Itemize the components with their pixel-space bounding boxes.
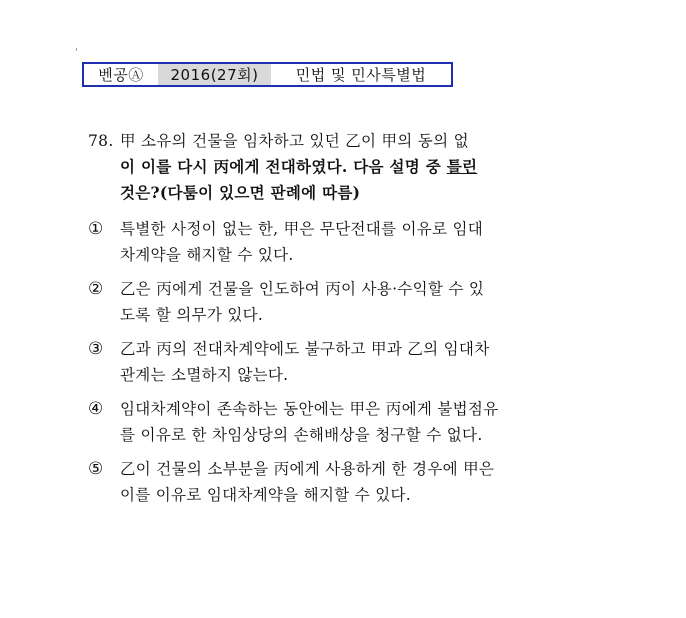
option-4-line-1: 임대차계약이 존속하는 동안에는 甲은 丙에게 불법점유 bbox=[120, 400, 499, 418]
option-5-marker: ⑤ bbox=[88, 459, 104, 479]
option-1-line-2: 차계약을 해지할 수 있다. bbox=[120, 246, 294, 264]
option-2[interactable] bbox=[88, 276, 568, 328]
option-4-marker: ④ bbox=[88, 399, 104, 419]
option-2-marker: ② bbox=[88, 279, 104, 299]
stem-line-3: 것은?(다툼이 있으면 판례에 따름) bbox=[120, 183, 361, 202]
option-4[interactable] bbox=[88, 396, 568, 448]
stem-line-2 bbox=[120, 154, 568, 180]
option-5[interactable] bbox=[88, 456, 568, 508]
subject-tag: 벤공Ⓐ bbox=[82, 62, 158, 87]
page-corner-mark bbox=[76, 48, 77, 51]
question-text bbox=[120, 128, 568, 206]
stem-underlined-word: 틀린 bbox=[446, 157, 478, 176]
option-2-text bbox=[120, 276, 568, 328]
option-4-line-2: 를 이유로 한 차임상당의 손해배상을 청구할 수 없다. bbox=[120, 426, 483, 444]
exam-header bbox=[82, 62, 453, 87]
option-3-line-2: 관계는 소멸하지 않는다. bbox=[120, 366, 289, 384]
option-3-marker: ③ bbox=[88, 339, 104, 359]
option-2-line-1: 乙은 丙에게 건물을 인도하여 丙이 사용·수익할 수 있 bbox=[120, 280, 485, 298]
option-5-line-1: 乙이 건물의 소부분을 丙에게 사용하게 한 경우에 甲은 bbox=[120, 460, 495, 478]
option-3[interactable] bbox=[88, 336, 568, 388]
option-3-text bbox=[120, 336, 568, 388]
option-1-line-1: 특별한 사정이 없는 한, 甲은 무단전대를 이유로 임대 bbox=[120, 220, 484, 238]
option-4-text bbox=[120, 396, 568, 448]
question-number: 78. bbox=[88, 132, 114, 150]
option-1-marker: ① bbox=[88, 219, 104, 239]
exam-year: 2016(27회) bbox=[158, 62, 271, 87]
question-block bbox=[88, 128, 568, 508]
option-1-text bbox=[120, 216, 568, 268]
option-5-line-2: 이를 이유로 임대차계약을 해지할 수 있다. bbox=[120, 486, 412, 504]
option-3-line-1: 乙과 丙의 전대차계약에도 불구하고 甲과 乙의 임대차 bbox=[120, 340, 490, 358]
question-stem bbox=[88, 128, 568, 206]
stem-line-2-text: 이 이를 다시 丙에게 전대하였다. 다음 설명 중 bbox=[120, 157, 447, 176]
stem-line-1: 甲 소유의 건물을 임차하고 있던 乙이 甲의 동의 없 bbox=[120, 132, 469, 150]
option-1[interactable] bbox=[88, 216, 568, 268]
option-2-line-2: 도록 할 의무가 있다. bbox=[120, 306, 264, 324]
subject-name: 민법 및 민사특별법 bbox=[271, 62, 453, 87]
option-5-text bbox=[120, 456, 568, 508]
